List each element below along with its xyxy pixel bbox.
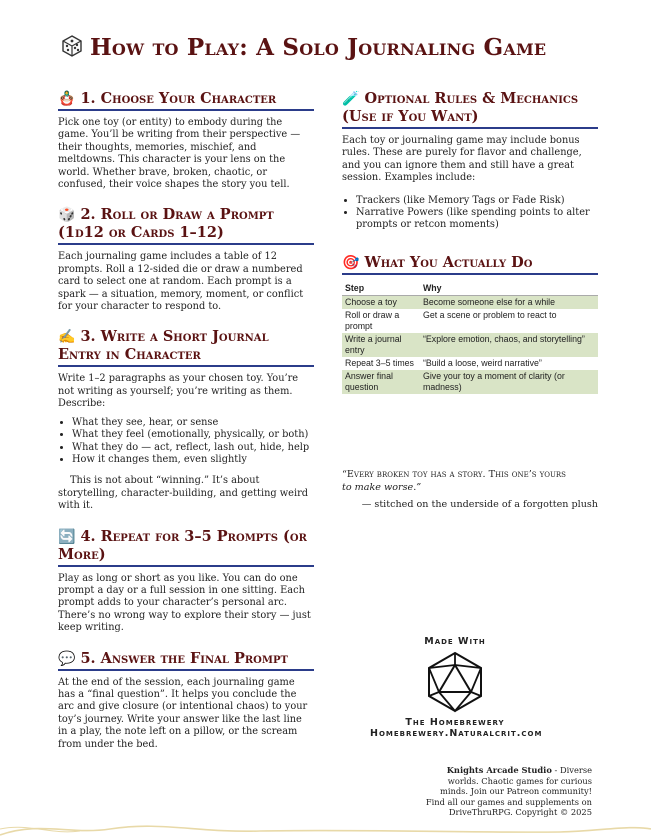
right-column (342, 90, 598, 511)
section-note: This is not about “winning.” It’s about storytelling, character-building, and getting weird with it. (58, 475, 309, 512)
studio-name: Knights Arcade Studio (446, 765, 552, 775)
list-item: • Trackers (like Memory Tags or Fade Risk) (356, 195, 598, 207)
section-heading (342, 90, 598, 129)
heading-text: Optional Rules & Mechanics (Use if You Want) (342, 90, 579, 125)
why-cell: “Explore emotion, chaos, and storytelling” (420, 333, 598, 357)
list-item: • Narrative Powers (like spending points to alter prompts or retcon moments) (356, 207, 598, 232)
section-heading (58, 206, 314, 245)
column-header: Step (342, 281, 420, 296)
section-heading (58, 90, 314, 111)
left-column (58, 90, 314, 766)
die-icon (60, 34, 84, 58)
why-cell: “Build a loose, weird narrative” (423, 357, 542, 368)
section-body: At the end of the session, each journaling game has a “final question”. It helps you conclude the arc and give closure (or intentional chaos) to your toy’s journey. Write your answer like the last line in a play, the note left on a pillow, or the scream from under the bed. (58, 676, 308, 750)
page-border-flourish (0, 799, 651, 839)
step-cell: Answer final question (342, 370, 420, 394)
why-cell: Get a scene or problem to react to (423, 309, 557, 320)
puppet-icon: 🪆 (58, 91, 76, 107)
table-row (342, 295, 598, 309)
section-optional-rules (342, 90, 598, 232)
section-repeat (58, 528, 314, 635)
footer-text: - Diverse worlds. Chaotic games for curious minds. Join our Patreon community! Find all our games and supplements on DriveThruRPG. Copyright © 2025 (425, 765, 592, 817)
section-roll-prompt (58, 206, 314, 313)
test-tube-icon: 🧪 (342, 91, 360, 107)
table-row (342, 357, 598, 370)
step-cell: Roll or draw a prompt (345, 309, 400, 331)
bullet-list (58, 417, 314, 467)
list-item: • How it changes them, even slightly (72, 454, 314, 466)
why-cell: Become someone else for a while (420, 295, 598, 309)
section-body: Each journaling game includes a table of 12 prompts. Roll a 12-sided die or draw a numbered card to select one at random. Each prompt is a spark — a situation, memory, moment, or conflict for your character to respond to. (58, 251, 304, 313)
writing-hand-icon: ✍ (58, 329, 76, 346)
table-row (342, 309, 598, 333)
heading-text: 5. Answer the Final Prompt (80, 649, 288, 667)
heading-text: What You Actually Do (364, 253, 533, 271)
heading-text: 2. Roll or Draw a Prompt (1d12 or Cards 1–12) (58, 206, 274, 242)
quote-attribution: — stitched on the underside of a forgotten plush (361, 498, 598, 510)
column-header: Why (420, 281, 598, 296)
section-choose-character (58, 90, 314, 191)
repeat-icon: 🔄 (58, 528, 76, 545)
step-cell: Repeat 3–5 times (345, 357, 414, 368)
steps-table (342, 281, 598, 394)
page-title-text: How to Play: A Solo Journaling Game (90, 34, 547, 61)
section-heading (342, 254, 598, 275)
section-final-prompt (58, 650, 314, 751)
table-row (342, 370, 598, 394)
die-icon: 🎲 (58, 207, 76, 224)
section-body: Play as long or short as you like. You can do one prompt a day or a full session in one sitting. Each prompt adds to your character’s personal arc. There’s no wrong way to explore their story — just keep writing. (58, 572, 311, 634)
target-icon: 🎯 (342, 254, 360, 271)
section-write-entry (58, 328, 314, 512)
heading-text: 4. Repeat for 3–5 Prompts (or More) (58, 527, 307, 563)
list-item: • What they see, hear, or sense (72, 417, 314, 429)
made-with-label: Made With (424, 636, 486, 647)
section-heading (58, 328, 314, 367)
closing-quote (342, 468, 598, 511)
section-body: Write 1–2 paragraphs as your chosen toy. You’re not writing as yourself; you’re writing as them. Describe: (58, 373, 299, 410)
quote-line: to make worse.” (342, 481, 422, 493)
list-item: • What they feel (emotionally, physically, or both) (72, 429, 314, 441)
step-cell: Choose a toy (342, 295, 420, 309)
why-cell: Give your toy a moment of clarity (or madness) (420, 370, 598, 394)
section-heading (58, 650, 314, 671)
homebrewery-badge (370, 636, 543, 739)
heading-text: 3. Write a Short Journal Entry in Character (58, 328, 269, 364)
section-what-you-do (342, 254, 598, 394)
heading-text: 1. Choose Your Character (80, 90, 277, 107)
section-heading (58, 528, 314, 567)
table-row (342, 333, 598, 357)
d20-icon (424, 651, 486, 713)
quote-line: “Every broken toy has a story. This one’s yours (342, 468, 566, 480)
step-cell: Write a journal entry (342, 333, 420, 357)
page-title (60, 34, 546, 61)
section-body: Each toy or journaling game may include bonus rules. These are purely for flavor and challenge, and you can ignore them and still have a great session. Examples include: (342, 135, 582, 184)
list-item: • What they do — act, reflect, lash out, hide, help (72, 442, 314, 454)
homebrewery-name: The Homebrewery (405, 717, 505, 728)
homebrewery-url[interactable]: Homebrewery.Naturalcrit.com (370, 728, 543, 739)
bullet-list (342, 195, 598, 232)
speech-bubble-icon: 💬 (58, 650, 76, 667)
section-body: Pick one toy (or entity) to embody during the game. You’ll be writing from their perspective — their thoughts, memories, mischief, and meltdowns. This character is your lens on the world. Whether brave, broken, chaotic, or confused, their voice shapes the story you tell. (58, 117, 301, 191)
